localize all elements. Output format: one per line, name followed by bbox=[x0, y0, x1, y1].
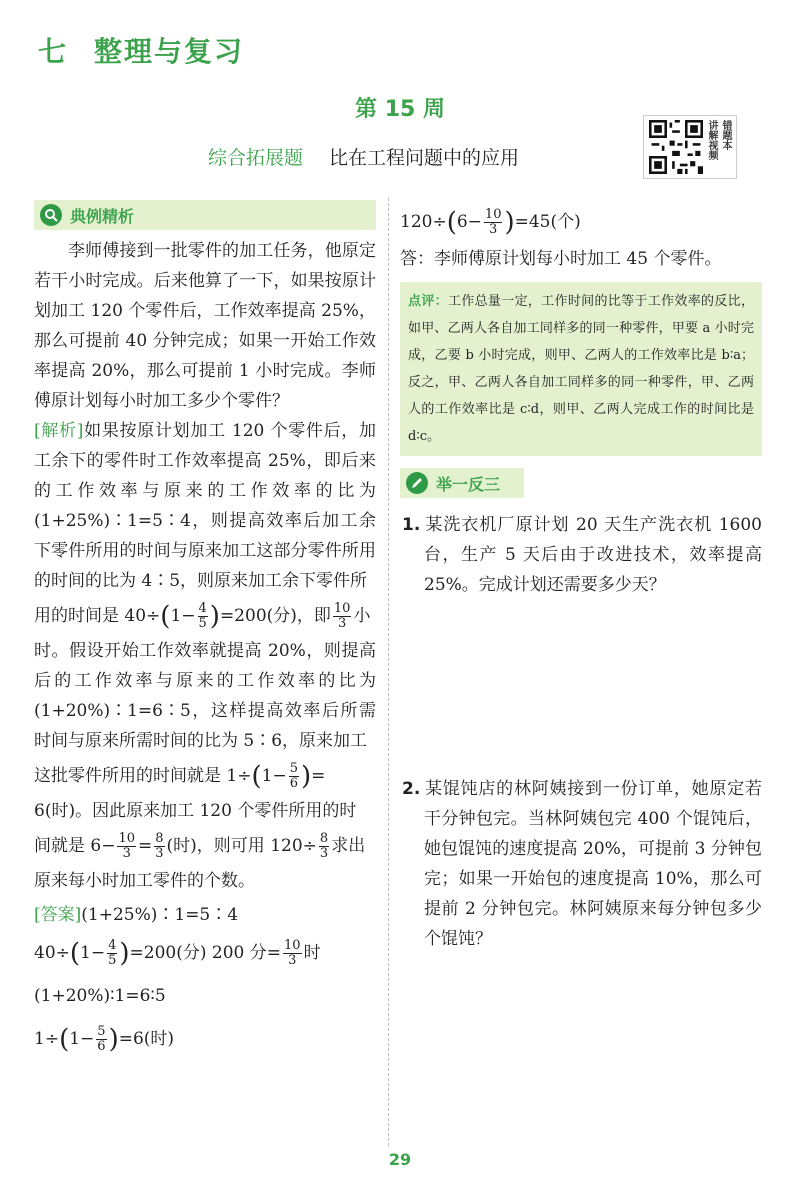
fraction-4-5: $\frac{4}{5}$ bbox=[108, 938, 117, 968]
analysis-para-4: 这批零件所用的时间就是 1÷(1− $\frac{5}{6}$ )= bbox=[34, 761, 326, 792]
analysis-para-1: [解析]如果按原计划加工 120 个零件后，加工余下的零件时工作效率提高 25%，即后来的工作效率与原来的工作效率的比为(1+25%)∶1=5∶4，则提高效率后加工余下零件所用的时间与原来加工这部分零件所用的时间的比为 4∶5，则原来加工余下零件所 bbox=[34, 421, 377, 591]
analysis-para-3: 时。假设开始工作效率就提高 20%，则提高后的工作效率与原来的工作效率的比为(1+20%)∶1=6∶5，这样提高效率后所需时间与原来所需时间的比为 5∶6，原来加工 bbox=[34, 641, 376, 751]
fraction-4-5: $\frac{4}{5}$ bbox=[198, 601, 207, 631]
qr-label-video: 讲解视频 bbox=[706, 120, 717, 160]
fraction-5-6: $\frac{5}{6}$ bbox=[289, 761, 298, 791]
fraction-10-3: $\frac{10}{3}$ bbox=[284, 938, 301, 968]
exercise-1: 1. 某洗衣机厂原计划 20 天生产洗衣机 1600 台，生产 5 天后由于改进技术，效率提高 25%。完成计划还需要多少天？ bbox=[402, 515, 762, 595]
qr-code-icon[interactable] bbox=[649, 120, 703, 174]
analysis-para-7: 原来每小时加工零件的个数。 bbox=[34, 871, 255, 891]
fraction-5-6: $\frac{5}{6}$ bbox=[97, 1024, 106, 1054]
example-column bbox=[34, 200, 376, 1062]
fraction-10-3: $\frac{10}{3}$ bbox=[484, 207, 502, 237]
fraction-10-3: $\frac{10}{3}$ bbox=[333, 601, 351, 631]
qr-label-mistakes: 错题本 bbox=[720, 120, 731, 150]
comment-box bbox=[400, 282, 762, 456]
practice-column bbox=[400, 200, 762, 954]
search-icon bbox=[40, 204, 62, 226]
analysis-para-5: 6(时)。因此原来加工 120 个零件所用的时 bbox=[34, 801, 357, 821]
topic-title: 比在工程问题中的应用 bbox=[329, 147, 520, 169]
example-section-header bbox=[34, 200, 376, 230]
topic-tag: 综合拓展题 bbox=[208, 147, 304, 169]
unit-title bbox=[38, 30, 244, 70]
unit-number: 七 bbox=[38, 35, 69, 68]
answer-label: [答案] bbox=[34, 905, 82, 925]
analysis-para-6: 间就是 6− $\frac{10}{3}$ = $\frac{8}{3}$ (时)，则可用 120÷ $\frac{8}{3}$ 求出 bbox=[34, 831, 366, 861]
answer-line-3: (1+20%)∶1=6∶5 bbox=[34, 986, 166, 1006]
comment-label: 点评： bbox=[408, 294, 448, 309]
example-section-title: 典例精析 bbox=[70, 206, 135, 226]
practice-section-title: 举一反三 bbox=[436, 474, 501, 494]
practice-section-header bbox=[400, 468, 524, 498]
exercise-2: 2. 某馄饨店的林阿姨接到一份订单，她原定若干分钟包完。当林阿姨包完 400 个馄饨后，她包馄饨的速度提高 20%，可提前 3 分钟包完；如果一开始包的速度提高 10%，那么可提前 2 分钟包完。林阿姨原来每分钟包多少个馄饨？ bbox=[402, 779, 762, 949]
final-answer: 答：李师傅原计划每小时加工 45 个零件。 bbox=[400, 249, 722, 269]
fraction-8-3: $\frac{8}{3}$ bbox=[319, 831, 329, 861]
analysis-label: [解析] bbox=[34, 421, 84, 441]
column-divider bbox=[388, 198, 389, 1146]
page-number: 29 bbox=[388, 1150, 412, 1169]
pencil-icon bbox=[406, 472, 428, 494]
answer-line-2: 40÷(1− $\frac{4}{5}$ )=200(分) 200 分= $\frac{10}{3}$ 时 bbox=[34, 938, 321, 969]
final-calculation: 120÷(6− $\frac{10}{3}$ )=45(个) bbox=[400, 207, 581, 238]
week-title: 第 15 周 bbox=[355, 97, 445, 122]
fraction-8-3: $\frac{8}{3}$ bbox=[155, 831, 164, 861]
example-problem: 李师傅接到一批零件的加工任务，他原定若干小时完成。后来他算了一下，如果按原计划加工 120 个零件后，工作效率提高 25%，那么可提前 40 分钟完成；如果一开始工作效率提高 20%，那么可提前 1 小时完成。李师傅原计划每小时加工多少个零件？ bbox=[34, 241, 376, 411]
answer-line-4: 1÷(1− $\frac{5}{6}$ )=6(时) bbox=[34, 1024, 175, 1055]
topic-heading bbox=[208, 143, 519, 170]
fraction-10-3: $\frac{10}{3}$ bbox=[118, 831, 136, 861]
answer-line-1: [答案](1+25%)∶1=5∶4 bbox=[34, 905, 239, 925]
qr-code-panel[interactable] bbox=[643, 115, 737, 179]
comment-text: 工作总量一定，工作时间的比等于工作效率的反比，如甲、乙两人各自加工同样多的同一种零件，甲要 a 小时完成，乙要 b 小时完成，则甲、乙两人的工作效率比是 b∶a；反之，甲、乙两人各自加工同样多的同一种零件，甲、乙两人的工作效率比是 c∶d，则甲、乙两人完成工作的时间比是 d∶c。 bbox=[408, 294, 754, 444]
unit-name: 整理与复习 bbox=[94, 35, 245, 68]
analysis-para-2: 用的时间是 40÷(1− $\frac{4}{5}$ )=200(分)，即 $\frac{10}{3}$ 小 bbox=[34, 601, 371, 632]
